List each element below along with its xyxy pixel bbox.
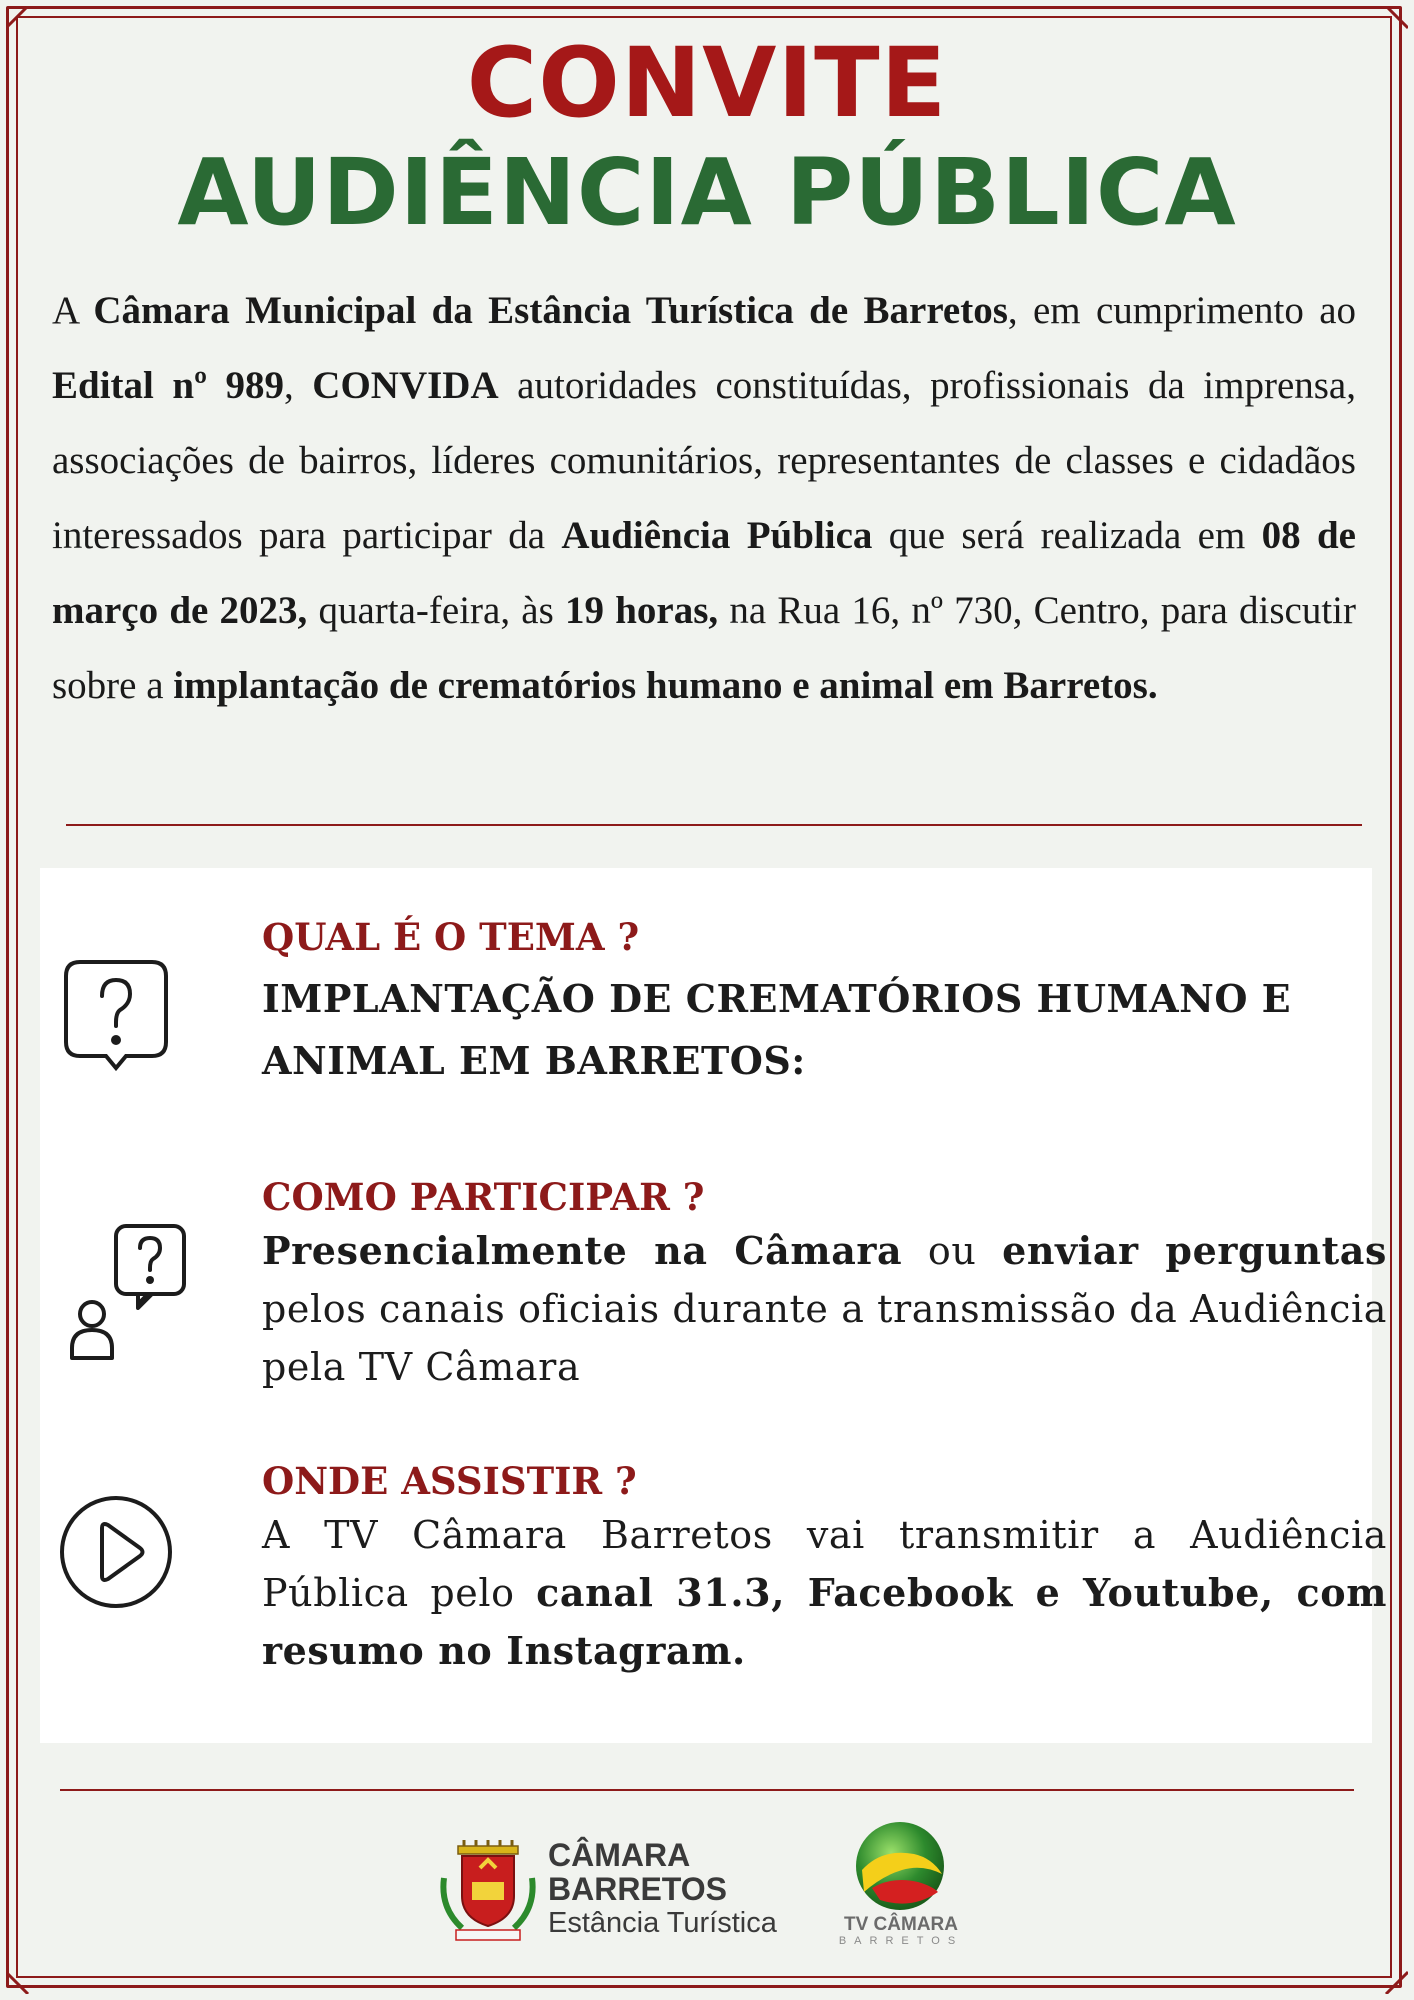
intro-bold: Audiência Pública [561,514,873,557]
body-bold: enviar perguntas [1002,1228,1387,1273]
title-audiencia-publica: AUDIÊNCIA PÚBLICA [177,139,1237,246]
camara-logo-line1: CÂMARA [548,1837,691,1873]
intro-bold: Edital nº 989 [52,364,284,407]
intro-text: , [284,364,313,407]
intro-text: autoridades constituídas, profissionais da imprensa, associações de bairros, líderes comunitários, representantes de classes e cidadãos interessados para participar da [52,364,1356,557]
divider-top [66,824,1362,826]
tv-camara-logo-icon [852,1818,948,1914]
section-body [262,1506,1387,1680]
title-convite: CONVITE [466,27,948,139]
body-bold: canal 31.3, Facebook e Youtube, com resumo no Instagram. [262,1570,1388,1673]
body-text: ou [902,1229,1003,1273]
intro-text: quarta-feira, às [307,589,565,632]
intro-bold: CONVIDA [312,364,499,407]
play-circle-icon [56,1492,176,1612]
intro-text: na Rua 16, nº 730, Centro, para discutir sobre a [52,589,1356,707]
section-tema [262,912,1387,1092]
section-title: QUAL É O TEMA ? [262,915,640,959]
question-bubble-icon [60,956,172,1088]
section-body: IMPLANTAÇÃO DE CREMATÓRIOS HUMANO E ANIMAL EM BARRETOS: [262,976,1292,1083]
corner-ornament-icon [6,1954,46,1994]
tv-logo-line2: BARRETOS [838,1935,964,1947]
intro-paragraph [52,273,1356,723]
corner-ornament-icon [1368,1954,1408,1994]
intro-bold: 19 horas, [565,589,719,632]
city-crest-icon [436,1838,540,1944]
section-title: ONDE ASSISTIR ? [262,1459,637,1503]
camara-logo-line3: Estância Turística [548,1907,777,1939]
divider-bottom [60,1789,1354,1791]
info-panel [40,868,1388,1743]
intro-bold: 08 de março de 2023, [52,514,1356,632]
body-text: pelos canais oficiais durante a transmissão da Audiência pela TV Câmara [262,1287,1387,1389]
body-text: A TV Câmara Barretos vai transmitir a Audiência Pública pelo [262,1513,1387,1615]
intro-bold: Câmara Municipal da Estância Turística de Barretos [93,289,1008,332]
intro-text: A [52,289,94,332]
section-assistir [262,1456,1387,1680]
intro-text: que será realizada em [872,514,1262,557]
person-question-icon [66,1222,190,1362]
section-body [262,1222,1387,1396]
intro-bold: implantação de crematórios humano e animal em Barretos. [173,664,1158,707]
section-participar [262,1172,1387,1396]
section-title: COMO PARTICIPAR ? [262,1175,705,1219]
tv-logo-line1: TV CÂMARA [844,1914,958,1935]
body-bold: Presencialmente na Câmara [262,1228,903,1273]
intro-text: , em cumprimento ao [1007,289,1357,332]
camara-logo-line2: BARRETOS [548,1871,727,1907]
